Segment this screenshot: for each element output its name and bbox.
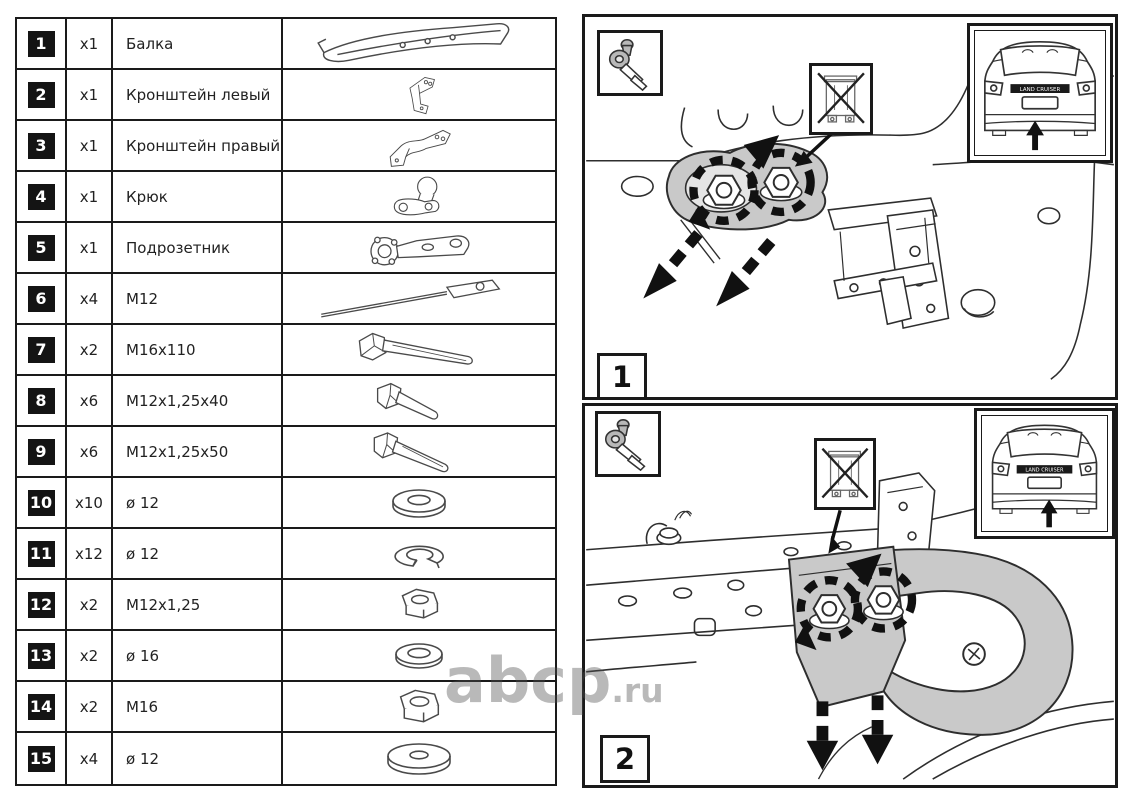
part-qty: x2 bbox=[67, 682, 113, 731]
part-name: М12х1,25х40 bbox=[113, 376, 283, 425]
table-row bbox=[17, 19, 555, 70]
part-number-badge: 7 bbox=[28, 337, 55, 363]
part-number-badge: 2 bbox=[28, 82, 55, 108]
car-badge-text: LAND CRUISER bbox=[1019, 87, 1061, 94]
flat-washer-large-part-icon bbox=[374, 737, 464, 781]
ratchet-wrench-icon bbox=[597, 30, 663, 96]
table-row bbox=[17, 274, 555, 325]
table-row bbox=[17, 529, 555, 580]
parts-table bbox=[15, 17, 557, 786]
part-name: ø 12 bbox=[113, 733, 283, 784]
bracket-left-part-icon bbox=[374, 71, 464, 119]
table-row bbox=[17, 376, 555, 427]
instruction-step-1-panel bbox=[582, 14, 1118, 400]
part-name: Балка bbox=[113, 19, 283, 68]
part-qty: x6 bbox=[67, 376, 113, 425]
part-number-badge: 4 bbox=[28, 184, 55, 210]
part-number-badge: 10 bbox=[28, 490, 55, 516]
table-row bbox=[17, 172, 555, 223]
car-rear-location-inset bbox=[974, 408, 1115, 539]
table-row bbox=[17, 682, 555, 733]
bolt-long-part-icon bbox=[329, 326, 509, 374]
part-name: Кронштейн левый bbox=[113, 70, 283, 119]
part-qty: x1 bbox=[67, 121, 113, 170]
spring-washer-part-icon bbox=[379, 532, 459, 576]
table-row bbox=[17, 733, 555, 784]
part-name: М12х1,25 bbox=[113, 580, 283, 629]
part-name: Крюк bbox=[113, 172, 283, 221]
threaded-stud-part-icon bbox=[299, 275, 539, 323]
part-number-badge: 12 bbox=[28, 592, 55, 618]
table-row bbox=[17, 427, 555, 478]
part-qty: x4 bbox=[67, 274, 113, 323]
part-qty: x1 bbox=[67, 70, 113, 119]
part-number-badge: 9 bbox=[28, 439, 55, 465]
table-row bbox=[17, 223, 555, 274]
step-number-label: 1 bbox=[597, 353, 647, 400]
hex-nut-part-icon bbox=[381, 582, 457, 628]
beam-part-icon bbox=[304, 20, 534, 68]
part-name: М16 bbox=[113, 682, 283, 731]
socket-plate-part-icon bbox=[344, 224, 494, 272]
car-badge-text: LAND CRUISER bbox=[1025, 467, 1064, 474]
part-qty: x4 bbox=[67, 733, 113, 784]
bolt-medium-part-icon bbox=[329, 428, 509, 476]
part-number-badge: 5 bbox=[28, 235, 55, 261]
flat-washer-part-icon bbox=[379, 634, 459, 678]
hex-nut-part-icon bbox=[381, 684, 457, 730]
part-name: М12х1,25х50 bbox=[113, 427, 283, 476]
part-qty: x10 bbox=[67, 478, 113, 527]
flat-washer-part-icon bbox=[379, 481, 459, 525]
part-name: Кронштейн правый bbox=[113, 121, 283, 170]
part-qty: x2 bbox=[67, 631, 113, 680]
tow-ball-part-icon bbox=[369, 173, 469, 221]
part-qty: x1 bbox=[67, 172, 113, 221]
bolt-short-part-icon bbox=[329, 377, 509, 425]
part-number-badge: 13 bbox=[28, 643, 55, 669]
part-qty: x2 bbox=[67, 325, 113, 374]
part-number-badge: 3 bbox=[28, 133, 55, 159]
part-name: ø 12 bbox=[113, 529, 283, 578]
part-name: ø 12 bbox=[113, 478, 283, 527]
part-qty: x12 bbox=[67, 529, 113, 578]
part-number-badge: 15 bbox=[28, 746, 55, 772]
step-number-label: 2 bbox=[600, 735, 650, 783]
table-row bbox=[17, 121, 555, 172]
instruction-step-2-panel bbox=[582, 403, 1118, 788]
part-qty: x6 bbox=[67, 427, 113, 476]
part-number-badge: 6 bbox=[28, 286, 55, 312]
table-row bbox=[17, 70, 555, 121]
bracket-right-part-icon bbox=[359, 122, 479, 170]
abcp-ru-watermark: abcp .ru bbox=[444, 644, 664, 717]
table-row bbox=[17, 580, 555, 631]
part-name: Подрозетник bbox=[113, 223, 283, 272]
ratchet-wrench-icon bbox=[595, 411, 661, 477]
part-number-badge: 11 bbox=[28, 541, 55, 567]
part-number-badge: 14 bbox=[28, 694, 55, 720]
no-drill-part-icon bbox=[809, 63, 873, 135]
part-number-badge: 1 bbox=[28, 31, 55, 57]
part-number-badge: 8 bbox=[28, 388, 55, 414]
table-row bbox=[17, 478, 555, 529]
part-qty: x1 bbox=[67, 19, 113, 68]
part-qty: x2 bbox=[67, 580, 113, 629]
no-drill-part-icon bbox=[814, 438, 876, 510]
table-row bbox=[17, 631, 555, 682]
table-row bbox=[17, 325, 555, 376]
car-rear-location-inset bbox=[967, 23, 1113, 163]
part-name: М16х110 bbox=[113, 325, 283, 374]
part-name: ø 16 bbox=[113, 631, 283, 680]
part-qty: x1 bbox=[67, 223, 113, 272]
part-name: М12 bbox=[113, 274, 283, 323]
